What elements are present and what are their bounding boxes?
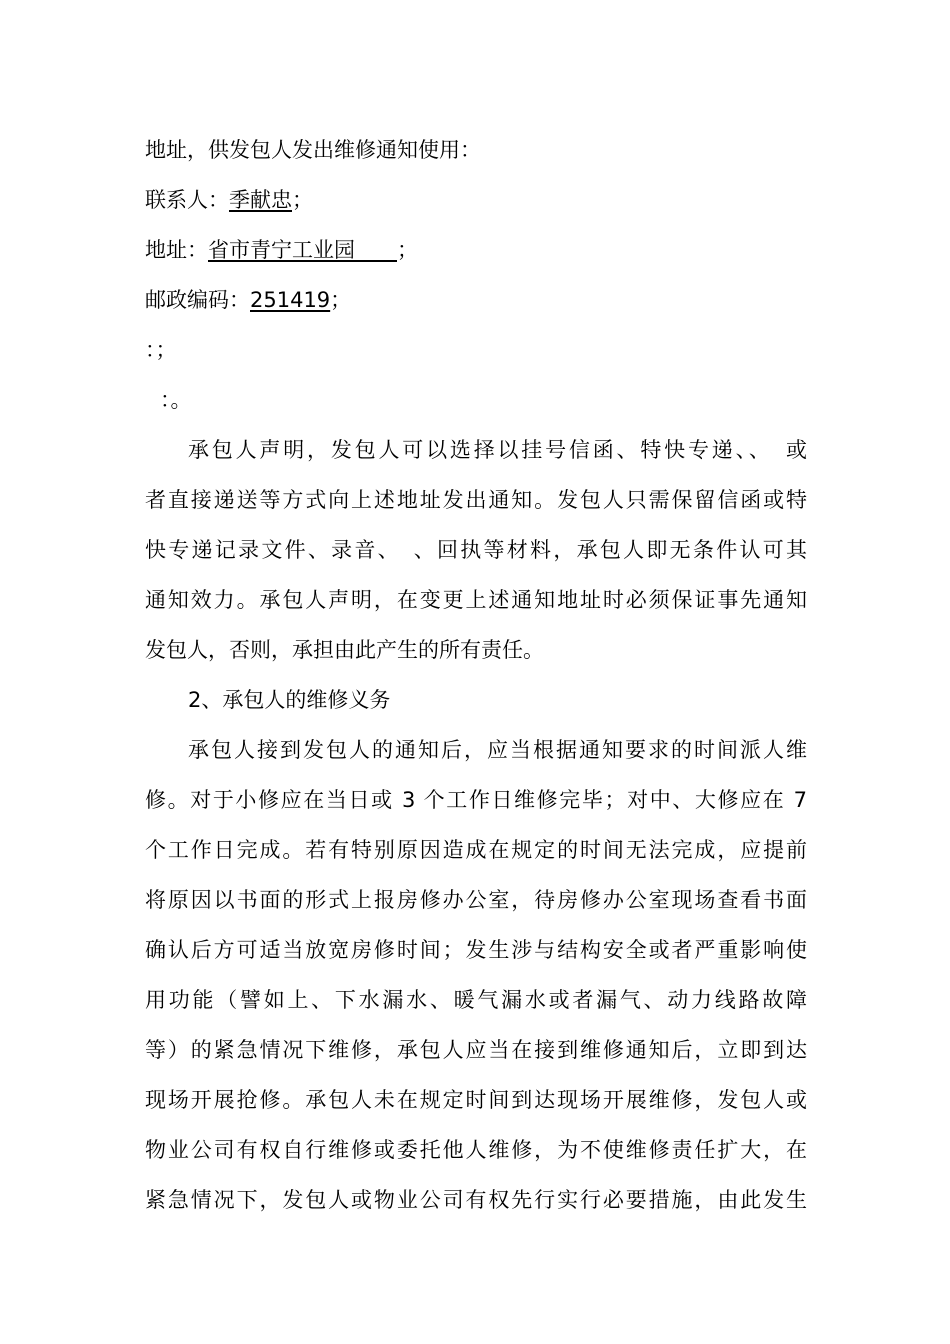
postal-label: 邮政编码： — [145, 288, 250, 312]
address-value: 省市青宁工业园 — [208, 238, 397, 262]
punctuation: ； — [397, 238, 418, 262]
postal-line — [145, 285, 807, 315]
text-line: 修。对于小修应在当日或 3 个工作日维修完毕；对中、大修应在 7 — [145, 788, 807, 812]
postal-value: 251419 — [250, 288, 331, 312]
text-line: 紧急情况下，发包人或物业公司有权先行实行必要措施，由此发生 — [145, 1188, 807, 1212]
text-line: ：。 — [160, 388, 192, 412]
text-line: 物业公司有权自行维修或委托他人维修，为不使维修责任扩大，在 — [145, 1138, 807, 1162]
text-line: 地址，供发包人发出维修通知使用： — [145, 138, 481, 162]
punctuation: ； — [292, 188, 313, 212]
punctuation: ； — [330, 288, 352, 312]
text-line: 个工作日完成。若有特别原因造成在规定的时间无法完成，应提前 — [145, 838, 807, 862]
text-line: 现场开展抢修。承包人未在规定时间到达现场开展维修，发包人或 — [145, 1088, 807, 1112]
text-line: 者直接递送等方式向上述地址发出通知。发包人只需保留信函或特 — [145, 488, 807, 512]
paragraph-first-line: 承包人声明，发包人可以选择以挂号信函、特快专递、、 或 — [188, 438, 807, 462]
text-line: 将原因以书面的形式上报房修办公室，待房修办公室现场查看书面 — [145, 888, 807, 912]
text-line: 通知效力。承包人声明，在变更上述通知地址时必须保证事先通知 — [145, 588, 807, 612]
text-line: 确认后方可适当放宽房修时间；发生涉与结构安全或者严重影响使 — [145, 938, 807, 962]
contact-label: 联系人： — [145, 188, 229, 212]
text-line: 发包人，否则，承担由此产生的所有责任。 — [145, 638, 544, 662]
text-line: 快专递记录文件、录音、 、回执等材料，承包人即无条件认可其 — [145, 538, 807, 562]
contact-line — [145, 185, 807, 215]
text-line: 用功能（譬如上、下水漏水、暖气漏水或者漏气、动力线路故障 — [145, 988, 807, 1012]
text-line: ：； — [145, 338, 177, 362]
address-label: 地址： — [145, 238, 208, 262]
address-line — [145, 235, 807, 265]
paragraph-first-line: 承包人接到发包人的通知后，应当根据通知要求的时间派人维 — [188, 738, 807, 762]
contact-value: 季献忠 — [229, 188, 292, 212]
text-line: 等）的紧急情况下维修，承包人应当在接到维修通知后，立即到达 — [145, 1038, 807, 1062]
section-heading: 2、承包人的维修义务 — [188, 688, 391, 712]
